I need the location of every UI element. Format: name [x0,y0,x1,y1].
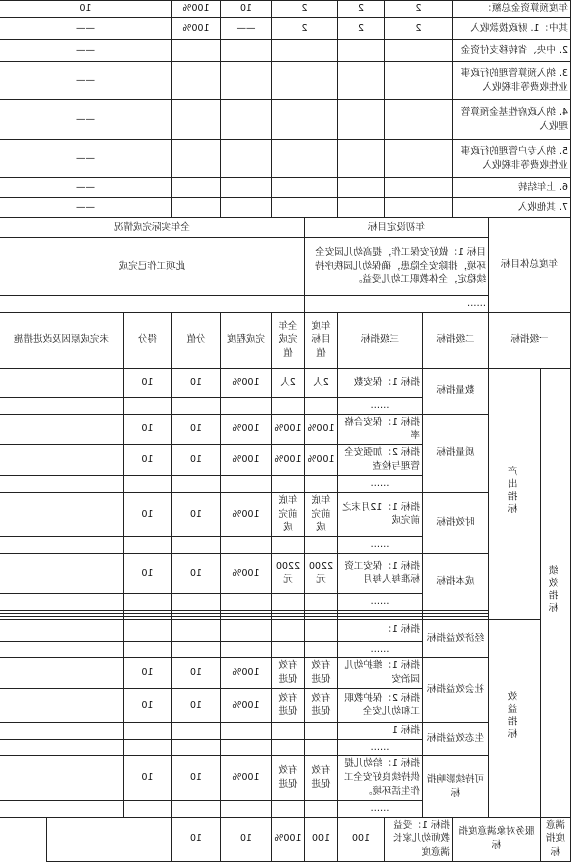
indicator-score: 10 [171,817,220,861]
indicator-actual: 100% [271,414,304,445]
funds-total-row [0,1,571,18]
indicator-ellipsis: …… [337,537,422,554]
target-header: 年度目标值 [304,312,337,368]
indicator-weight: 10 [171,553,220,593]
funds-total-b: 2 [337,1,384,18]
indicator-row [0,368,571,397]
funds-row-f: —— [0,100,171,140]
indicator-score: 10 [123,492,171,536]
funds-row-f: —— [0,62,171,100]
service-indicator: 服务对象满意度指标 [453,817,541,861]
cost-indicator: 成本指标 [423,553,489,610]
indicator-rate: 100% [220,445,271,476]
indicator-weight: 10 [171,688,220,722]
actual-goal-text: 此项工作已完成 [0,238,304,296]
indicator-target: 有效促进 [304,688,337,722]
indicator-row [0,756,571,800]
sustainable-indicator: 可持续影响指标 [423,756,489,817]
indicator-row [0,722,571,739]
indicator-ellipsis: …… [337,397,422,414]
indicator-target: 有效促进 [304,756,337,800]
indicator-score: 10 [123,688,171,722]
indicator-weight: 10 [171,492,220,536]
indicator-row [0,817,571,861]
indicator-name: 指标 1 [337,722,422,739]
funds-row [0,62,571,100]
indicator-actual: 100% [271,445,304,476]
funds-total-d: 10 [220,1,271,18]
funds-row [0,18,571,40]
indicator-ellipsis: …… [337,476,422,493]
funds-row [0,140,571,178]
indicator-ellipsis: …… [337,739,422,756]
indicator-target: 有效促进 [304,658,337,689]
overall-goal-label: 年度总体目标 [489,218,571,313]
actual-header: 全年完成值 [271,312,304,368]
indicator-row [0,414,571,445]
funds-row [0,100,571,140]
score-header: 得分 [123,312,171,368]
indicator-score: 10 [123,414,171,445]
funds-row-label: 7. 其他收入 [453,198,571,218]
indicator-name: 指标 1：保安工资标准每人每月 [337,553,422,593]
satisfaction-group: 满意度指标 [541,817,571,861]
benefit-group: 效益指标 [489,619,541,817]
level3-header: 三级指标 [337,312,422,368]
funds-row-label: 3. 纳入预算管理的行政事业性收费等非税收入 [453,62,571,100]
indicator-weight: 10 [171,756,220,800]
indicator-rate: 100% [220,756,271,800]
funds-row-label: 4. 纳入政府性基金预算管理收入 [453,100,571,140]
indicator-name: 指标 1：受益教师幼儿家长满意度 [384,817,452,861]
funds-row-a: 2 [384,18,452,40]
funds-row [0,40,571,62]
funds-total-f: 10 [0,1,171,18]
timeliness-indicator: 时效指标 [423,492,489,553]
indicator-target: 年底前完成 [304,492,337,536]
indicator-actual: 有效促进 [271,756,304,800]
indicator-score: 10 [123,368,171,397]
indicator-score: 10 [123,756,171,800]
actual-goal-header: 全年实际完成情况 [0,218,304,238]
indicator-actual: 2人 [271,368,304,397]
indicator-rate: 100% [220,553,271,593]
indicator-name: 指标 1：给幼儿提供持续良好安全工作生活环境。 [337,756,422,800]
weight-header: 分值 [171,312,220,368]
funds-row-f: —— [0,18,171,40]
funds-row-f: —— [0,140,171,178]
goals-header-row [0,218,571,238]
rate-header: 完成程度 [220,312,271,368]
indicator-actual: 有效促进 [271,658,304,689]
indicator-score: 10 [123,658,171,689]
indicator-row [0,658,571,689]
funds-total-label: 年度预算资金总额： [453,1,571,18]
level2-header: 二级指标 [423,312,489,368]
indicator-actual: 2200元 [271,553,304,593]
ecological-indicator: 生态效益指标 [423,722,489,756]
indicator-name: 指标 1：维护幼儿园治安 [337,658,422,689]
indicator-row [0,553,571,593]
funds-row-d: —— [220,18,271,40]
funds-row-b: 2 [337,18,384,40]
funds-row-label: 2. 中央、省转移支付资金 [453,40,571,62]
indicator-weight: 10 [220,817,271,861]
funds-total-a: 2 [384,1,452,18]
indicator-weight: 10 [171,445,220,476]
plan-goal-header: 年初设定目标 [304,218,488,238]
funds-row-f: —— [0,178,171,198]
quantity-indicator: 数量指标 [423,368,489,414]
indicator-row [0,619,571,641]
funds-row-f: —— [0,198,171,218]
funds-row-label: 6. 上年结转 [453,178,571,198]
indicator-weight: 10 [171,414,220,445]
plan-goal-text: 目标 1：做好安保工作，提高幼儿园安全环境，排除安全隐患，确保幼儿园秩序持续稳定，全体教职工幼儿受益。 [304,238,488,296]
indicator-rate: 100% [220,414,271,445]
indicator-name: 指标 2：保护教职工和幼儿安全 [337,688,422,722]
indicator-weight: 10 [171,368,220,397]
funds-total-c: 2 [271,1,337,18]
indicator-score: 10 [123,445,171,476]
indicator-target: 100 [337,817,384,861]
indicator-name: 指标 1： [337,619,422,641]
indicator-ellipsis: …… [337,641,422,658]
indicator-name: 指标 1：保安合格率 [337,414,422,445]
indicator-weight: 10 [171,658,220,689]
indicator-target: 2200元 [304,553,337,593]
indicator-rate: 100% [220,492,271,536]
indicator-name: 指标 1：保安数 [337,368,422,397]
output-group: 产出指标 [489,368,541,619]
funds-row-label: 5. 纳入专户管理的行政事业性收费等非税收入 [453,140,571,178]
goals-ellipsis-row [0,296,571,313]
indicator-score: 10 [123,553,171,593]
indicator-rate: 100% [220,368,271,397]
quality-indicator: 质量指标 [423,414,489,492]
indicator-target: 100% [304,445,337,476]
indicator-header-row [0,312,571,368]
indicator-actual: 有效促进 [271,688,304,722]
level1-header: 一级指标 [489,312,571,368]
funds-total-e: 100% [171,1,220,18]
funds-row [0,198,571,218]
indicator-rate: 100% [220,658,271,689]
reason-header: 未完成原因及改进措施 [0,312,123,368]
indicator-rate: 100% [220,688,271,722]
funds-row-label: 其中：1. 财政拨款收入 [453,18,571,40]
goals-content-row [0,238,571,296]
indicator-actual: 年底前完成 [271,492,304,536]
funds-row-e: 100% [171,18,220,40]
funds-row [0,178,571,198]
indicator-rate: 100% [271,817,304,861]
level1-label: 绩效指标 [541,368,571,817]
goal-ellipsis: …… [304,296,488,313]
indicator-row [0,492,571,536]
funds-row-c: 2 [271,18,337,40]
indicator-name: 指标 1：12月末之前完成 [337,492,422,536]
indicator-ellipsis: …… [337,800,422,817]
indicator-name: 指标 2：加强安全管理与检查 [337,445,422,476]
indicator-target: 2人 [304,368,337,397]
economic-indicator: 经济效益指标 [423,619,489,658]
indicator-target: 100% [304,414,337,445]
indicator-actual: 100 [304,817,337,861]
funds-row-f: —— [0,40,171,62]
social-indicator: 社会效益指标 [423,658,489,723]
indicator-ellipsis: …… [337,593,422,610]
